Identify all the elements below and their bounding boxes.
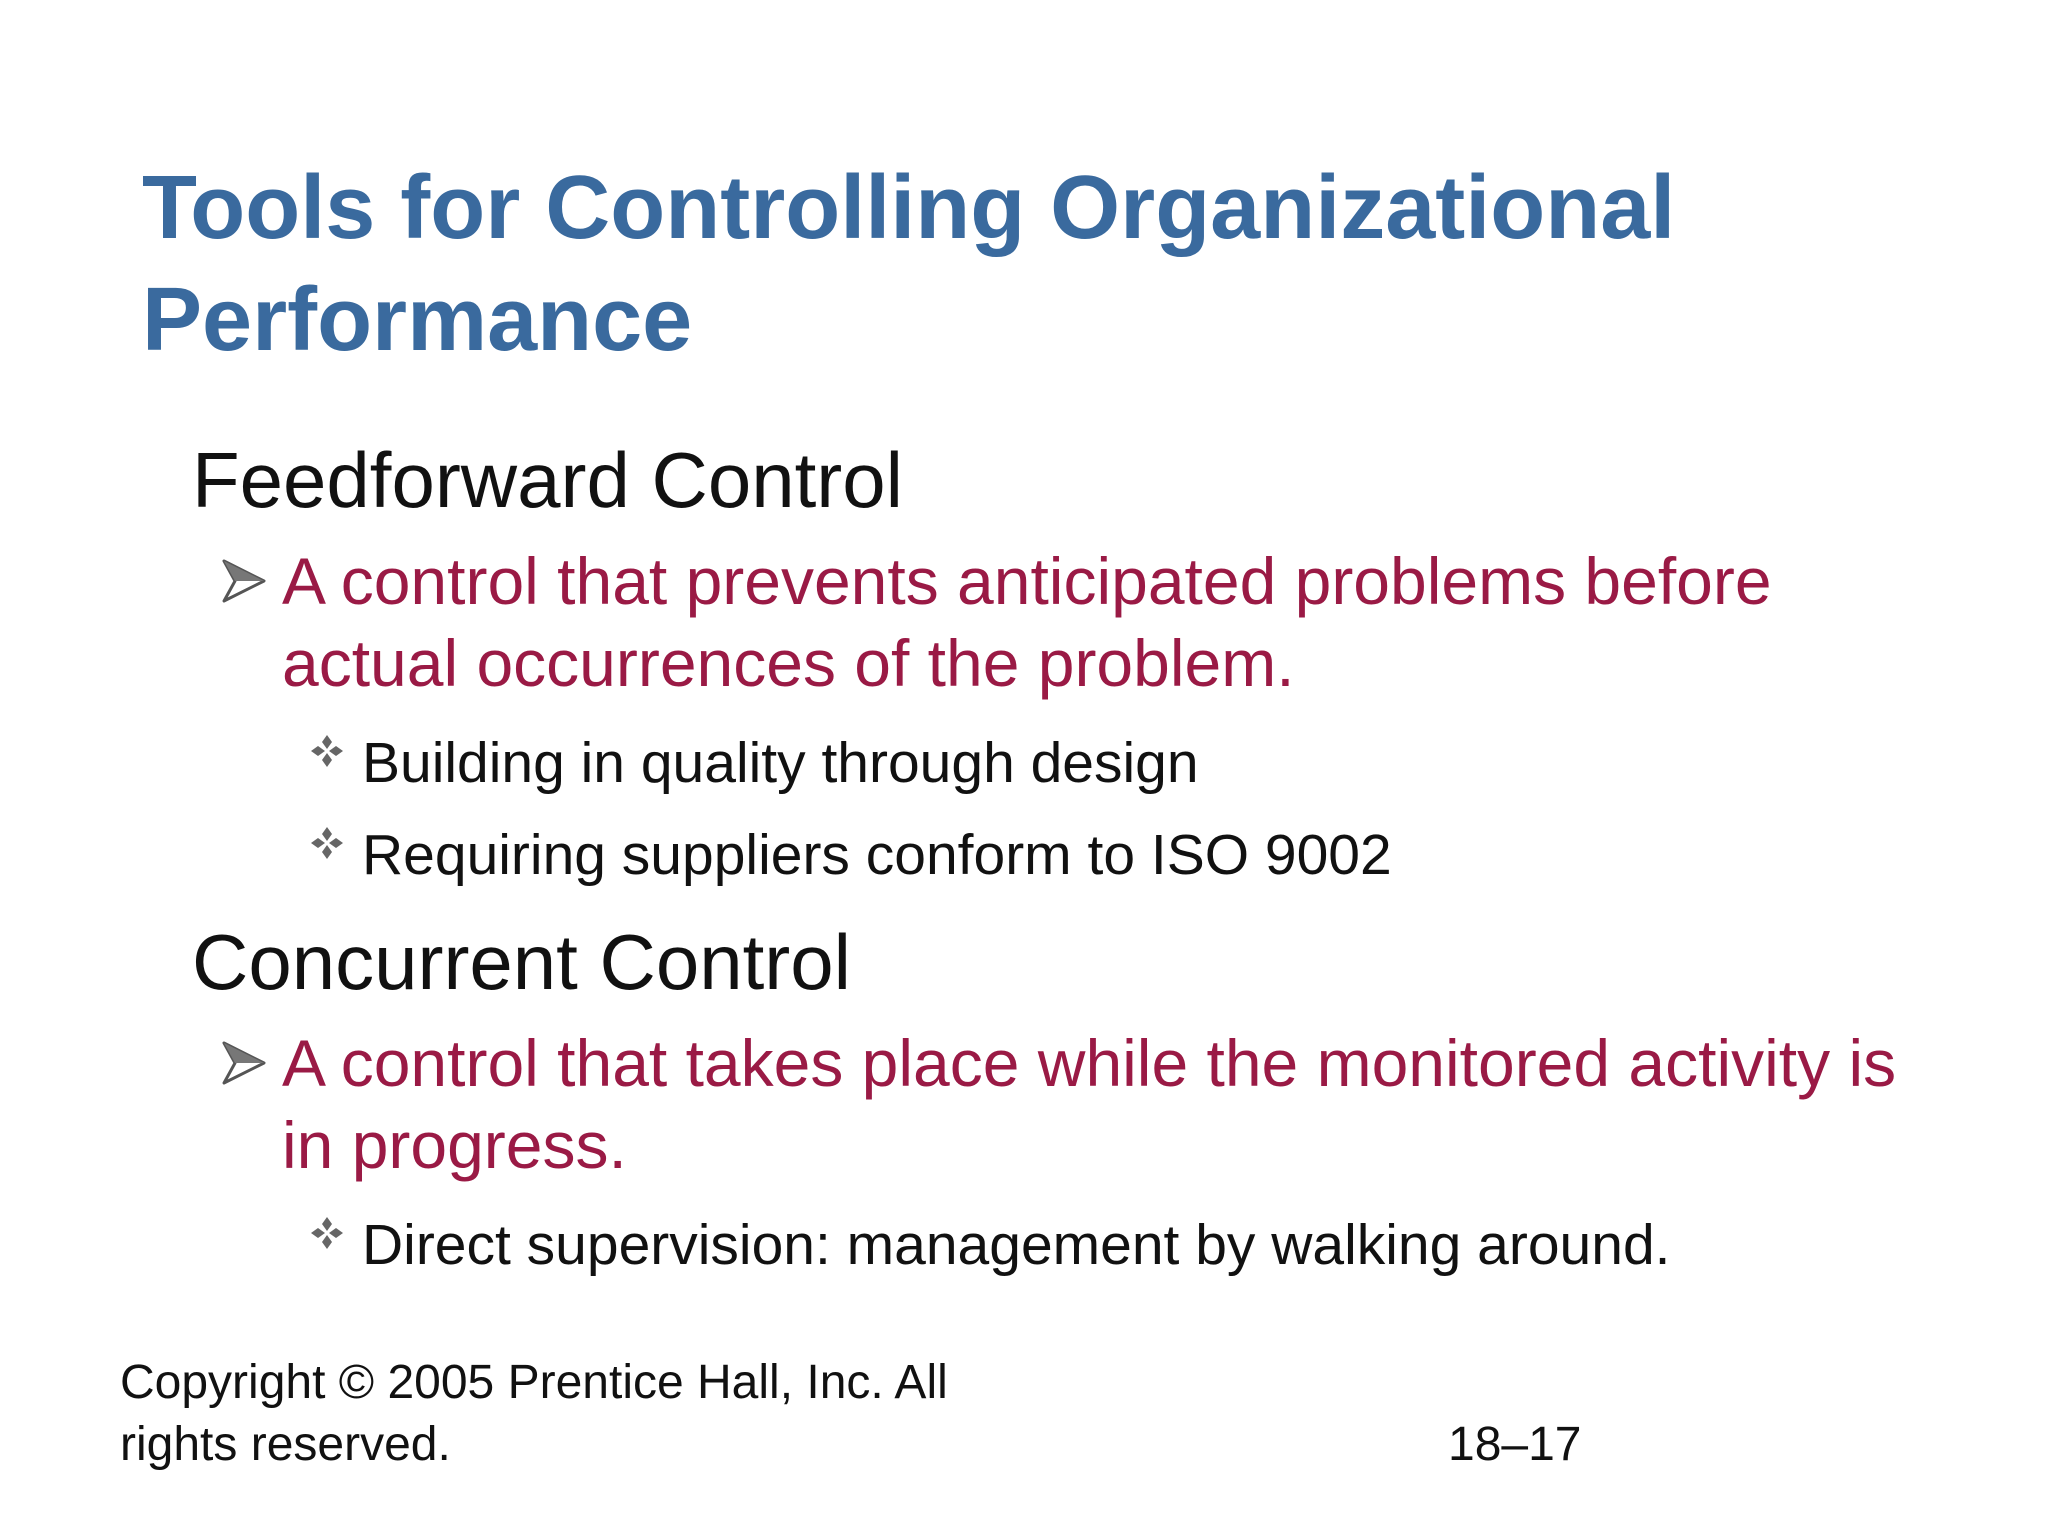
example-item	[310, 818, 1392, 892]
definition-text: A control that prevents anticipated problems before actual occurrences of the problem.	[282, 544, 1772, 700]
arrowhead-bullet-icon	[222, 1022, 282, 1104]
section-heading-concurrent: Concurrent Control	[192, 918, 851, 1006]
diamond-bullet-icon	[310, 726, 362, 800]
copyright-notice: Copyright © 2005 Prentice Hall, Inc. All rights reserved.	[120, 1356, 948, 1471]
section-heading-feedforward: Feedforward Control	[192, 436, 903, 524]
definition-concurrent	[222, 1022, 1942, 1186]
slide-title: Tools for Controlling Organizational Performance	[142, 158, 1676, 370]
example-item	[310, 1208, 1671, 1282]
diamond-bullet-icon	[310, 818, 362, 892]
example-text: Requiring suppliers conform to ISO 9002	[362, 823, 1392, 887]
definition-feedforward	[222, 540, 1942, 704]
arrowhead-bullet-icon	[222, 540, 282, 622]
example-text: Direct supervision: management by walking around.	[362, 1213, 1671, 1277]
diamond-bullet-icon	[310, 1208, 362, 1282]
example-text: Building in quality through design	[362, 731, 1199, 795]
example-item	[310, 726, 1199, 800]
definition-text: A control that takes place while the monitored activity is in progress.	[282, 1026, 1897, 1182]
slide-number: 18–17	[1448, 1418, 1582, 1471]
